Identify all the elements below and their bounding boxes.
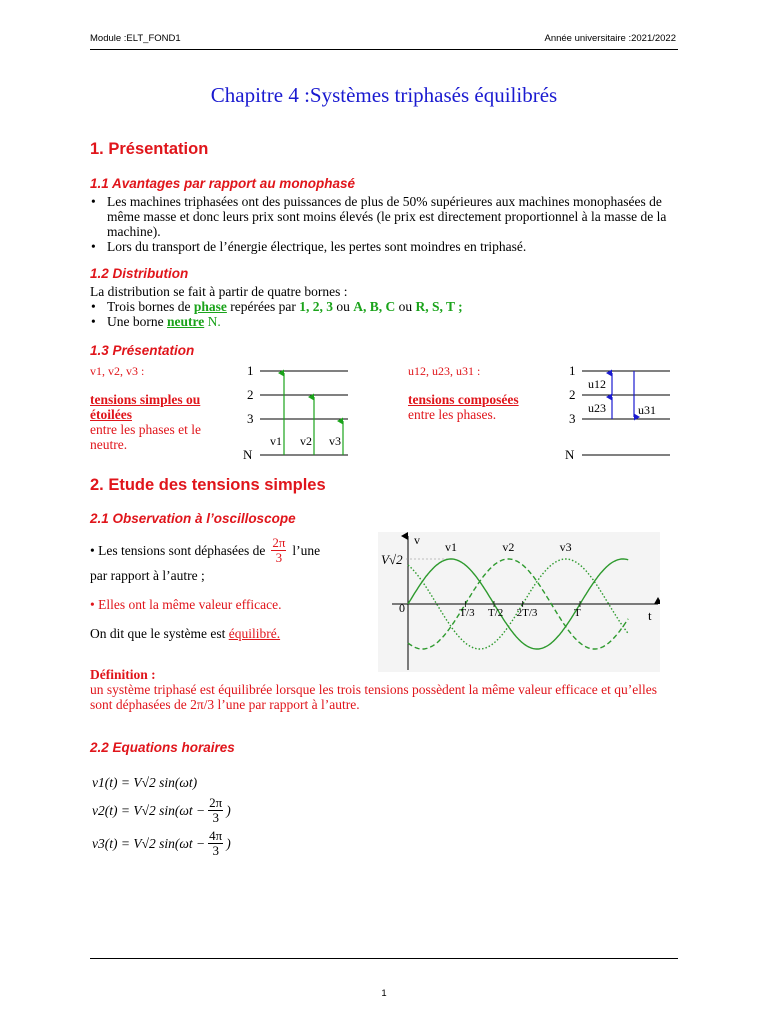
phase-term: phase — [193, 299, 227, 314]
terminal-label: 1 — [569, 363, 576, 378]
series-v2-label: v2 — [502, 540, 515, 554]
distribution-list — [90, 299, 680, 329]
series-v3-label: v3 — [559, 540, 572, 554]
u23-label: u23 — [588, 401, 606, 415]
terminal-label: 2 — [569, 387, 576, 402]
simple-voltages-diagram — [242, 362, 352, 462]
x-axis-label: t — [648, 608, 652, 623]
terminal-label: N — [243, 447, 253, 462]
chart-layer — [378, 532, 660, 672]
same-rms-text: • Elles ont la même valeur efficace. — [90, 597, 282, 612]
oscilloscope-text: • Les tensions sont déphasées de $\frac{2\pi}{3}$ l’une par rapport à l’autre ; • Elles ont la même valeur efficace. On dit que le système est équilibré. — [90, 532, 380, 641]
simple-desc: entre les phases et le neutre. — [90, 422, 201, 452]
comp-title: tensions composées — [408, 392, 519, 407]
equation-v2: v2(t) = V√2 sin(ωt − $\frac{2\pi}{3}$ ) — [92, 795, 231, 825]
chart-background — [378, 532, 660, 672]
terminal-label: 2 — [247, 387, 254, 402]
neutral-term: neutre — [166, 314, 205, 329]
definition-title: Définition : — [90, 667, 156, 682]
section-2-2-heading: 2.2 Equations horaires — [90, 740, 235, 755]
section-1-heading: 1. Présentation — [90, 140, 209, 158]
u12-label: u12 — [588, 377, 606, 391]
page-title: Chapitre 4 :Systèmes triphasés équilibrés — [210, 83, 558, 107]
equation-v3: v3(t) = V√2 sin(ωt − $\frac{4\pi}{3}$ ) — [92, 828, 231, 858]
section-2-heading: 2. Etude des tensions simples — [90, 476, 326, 494]
header-rule — [90, 49, 678, 50]
definition-block — [90, 667, 680, 712]
section-2-1-heading: 2.1 Observation à l’oscilloscope — [90, 511, 296, 526]
distribution-block — [90, 284, 680, 329]
compound-voltages-text — [408, 364, 558, 422]
simple-title: tensions simples ou étoilées — [90, 392, 201, 422]
list-item: • Les machines triphasées ont des puissances de plus de 50% supérieures aux machines monophasées de même masse et donc leurs prix sont moins élevés (le prix est directement proportionnel à la masse de la machine). — [90, 194, 680, 239]
terminal-label: 3 — [569, 411, 576, 426]
comp-vars: u12, u23, u31 : — [408, 364, 481, 378]
footer-rule — [90, 958, 678, 959]
header-year: Année universitaire :2021/2022 — [544, 33, 676, 44]
terminal-label: 1 — [247, 363, 254, 378]
list-item: • Lors du transport de l’énergie électrique, les pertes sont moindres en triphasé. — [90, 239, 680, 254]
phase-shift-text: • Les tensions sont déphasées de — [90, 542, 266, 558]
simple-voltages-text — [90, 364, 240, 452]
amplitude-label: V√2 — [381, 552, 403, 567]
list-item: • Une borne neutre N. — [90, 314, 680, 329]
page-number: 1 — [381, 988, 387, 999]
phase-fraction: $\frac{2\pi}{3}$ — [272, 534, 286, 565]
comp-desc: entre les phases. — [408, 407, 497, 422]
x-tick-label: T — [574, 607, 581, 619]
series-v1-label: v1 — [445, 540, 457, 554]
definition-text: un système triphasé est équilibrée lorsque les trois tensions possèdent la même valeur efficace et qu’elles sont déphasées de 2π/3 l’une par rapport à l’autre. — [90, 682, 657, 712]
u31-label: u31 — [638, 403, 656, 417]
distribution-intro: La distribution se fait à partir de quatre bornes : — [90, 284, 348, 299]
list-item: • Trois bornes de phase repérées par 1, 2, 3 ou A, B, C ou R, S, T ; — [90, 299, 680, 314]
origin-label: 0 — [399, 601, 405, 615]
x-tick-label: T/2 — [488, 607, 504, 619]
compound-voltages-diagram — [564, 362, 676, 462]
advantages-list — [90, 194, 680, 254]
balanced-text: On dit que le système est équilibré. — [90, 626, 281, 641]
section-1-3-heading: 1.3 Présentation — [90, 343, 195, 358]
terminal-label: N — [565, 447, 575, 462]
header-module: Module :ELT_FOND1 — [90, 33, 181, 44]
v3-label: v3 — [329, 434, 341, 448]
x-tick-label: 2T/3 — [516, 607, 538, 619]
v2-label: v2 — [300, 434, 312, 448]
equation-v1: v1(t) = V√2 sin(ωt) — [92, 775, 198, 790]
terminal-label: 3 — [247, 411, 254, 426]
section-1-2-heading: 1.2 Distribution — [90, 266, 189, 281]
x-tick-label: T/3 — [459, 607, 475, 619]
v1-label: v1 — [270, 434, 282, 448]
oscilloscope-chart — [378, 532, 660, 672]
simple-vars: v1, v2, v3 : — [90, 364, 145, 378]
y-axis-label: v — [414, 533, 420, 547]
section-1-1-heading: 1.1 Avantages par rapport au monophasé — [90, 176, 356, 191]
